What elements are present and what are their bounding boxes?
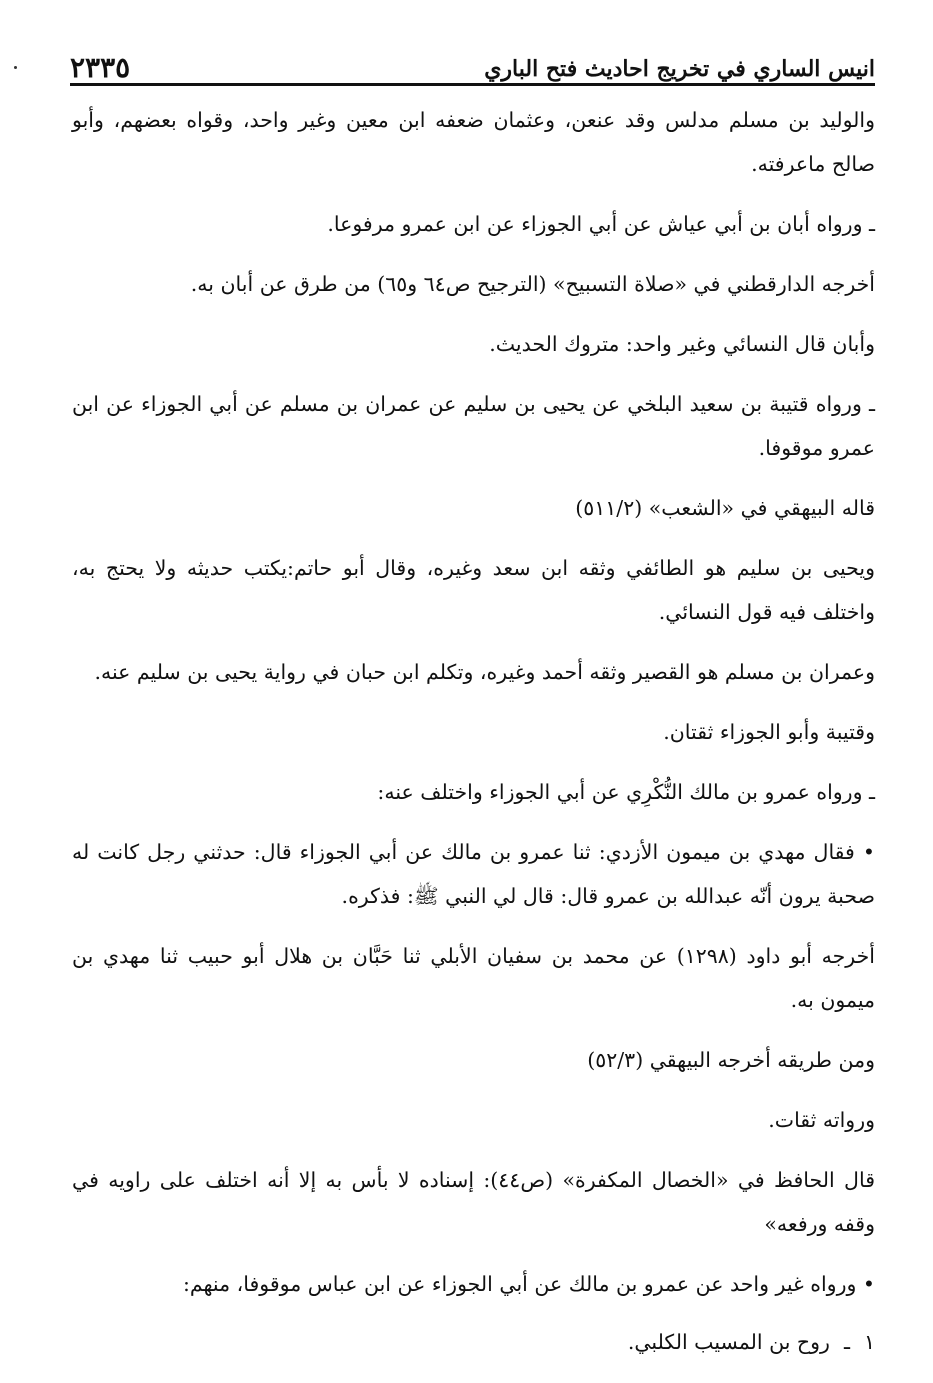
- paragraph: قاله البيهقي في «الشعب» (٥١١/٢): [575, 496, 875, 520]
- list-number: ١: [863, 1330, 875, 1354]
- paragraph: ـ ورواه قتيبة بن سعيد البلخي عن يحيى بن سليم عن عمران بن مسلم عن أبي الجوزاء عن ابن عمرو موقوفا.: [72, 392, 875, 460]
- paragraph: وعمران بن مسلم هو القصير وثقه أحمد وغيره، وتكلم ابن حبان في رواية يحيى بن سليم عنه.: [94, 660, 875, 684]
- paragraph: أخرجه الدارقطني في «صلاة التسبيح» (الترجيح ص٦٤ و٦٥) من طرق عن أبان به.: [190, 272, 875, 296]
- paragraph: • فقال مهدي بن ميمون الأزدي: ثنا عمرو بن مالك عن أبي الجوزاء قال: حدثني رجل كانت له صحبة يرون أنّه عبدالله بن عمرو قال: قال لي النبي ﷺ: فذكره.: [72, 840, 875, 908]
- paragraph: ـ ورواه أبان بن أبي عياش عن أبي الجوزاء عن ابن عمرو مرفوعا.: [327, 212, 875, 236]
- paragraph: ورواته ثقات.: [768, 1108, 875, 1132]
- header-rule: [70, 83, 875, 86]
- paragraph: ومن طريقه أخرجه البيهقي (٥٢/٣): [587, 1048, 875, 1072]
- numbered-list-item: [72, 1320, 875, 1364]
- running-header: [70, 38, 875, 86]
- scan-speck: [14, 66, 17, 69]
- paragraph: ـ ورواه عمرو بن مالك النُّكْرِي عن أبي الجوزاء واختلف عنه:: [377, 780, 875, 804]
- paragraph: أخرجه أبو داود (١٢٩٨) عن محمد بن سفيان الأبلي ثنا حَبَّان بن هلال أبو حبيب ثنا مهدي بن ميمون به.: [72, 944, 875, 1012]
- page-number: ٢٣٣٥: [70, 51, 131, 84]
- list-item-text: روح بن المسيب الكلبي.: [627, 1330, 830, 1354]
- paragraph: ويحيى بن سليم هو الطائفي وثقه ابن سعد وغيره، وقال أبو حاتم:يكتب حديثه ولا يحتج به، واختلف فيه قول النسائي.: [72, 556, 875, 624]
- paragraph: وقتيبة وأبو الجوزاء ثقتان.: [663, 720, 875, 744]
- list-dash: ـ: [843, 1330, 850, 1354]
- book-title: انيس الساري في تخريج احاديث فتح الباري: [484, 56, 875, 82]
- paragraph: وأبان قال النسائي وغير واحد: متروك الحديث.: [489, 332, 875, 356]
- paragraph: والوليد بن مسلم مدلس وقد عنعن، وعثمان ضعفه ابن معين وغير واحد، وقواه بعضهم، وأبو صالح ماعرفته.: [72, 108, 875, 176]
- body-text: [72, 98, 875, 1364]
- paragraph: قال الحافظ في «الخصال المكفرة» (ص٤٤): إسناده لا بأس به إلا أنه اختلف على راويه في وقفه ورفعه»: [72, 1168, 875, 1236]
- paragraph: • ورواه غير واحد عن عمرو بن مالك عن أبي الجوزاء عن ابن عباس موقوفا، منهم:: [182, 1272, 875, 1296]
